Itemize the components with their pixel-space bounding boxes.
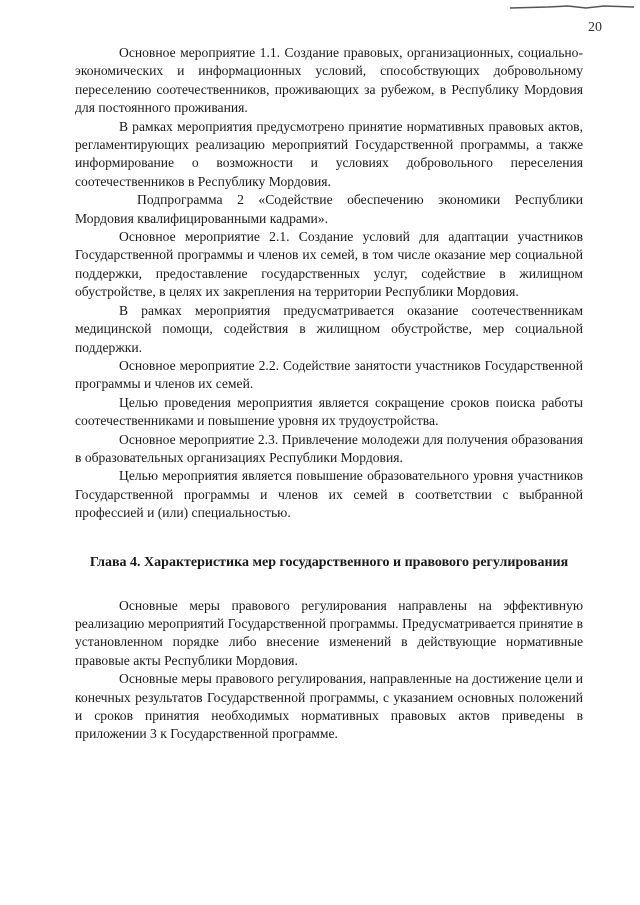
paragraph-legal-regulation: Основные меры правового регулирования направлены на эффективную реализацию мероприятий Государственной программы. Предусматривается принятие в установленном порядке либо внесение изменений в действующие нормативные правовые акты Республики Мордовия. [75, 597, 583, 668]
paragraph-measure-2-2: Основное мероприятие 2.2. Содействие занятости участников Государственной программы и членов их семей. [75, 357, 583, 392]
paragraph-subprogram-2: Подпрограмма 2 «Содействие обеспечению экономики Республики Мордовия квалифицированными кадрами». [75, 192, 583, 226]
document-body [75, 44, 583, 744]
page-number: 20 [588, 20, 602, 35]
paragraph-measure-2-1: Основное мероприятие 2.1. Создание условий для адаптации участников Государственной программы и членов их семей, в том числе оказание мер социальной поддержки, предоставление государственных услуг, содействие в жилищном обустройстве, в целях их закрепления на территории Республики Мордовия. [75, 229, 583, 300]
paragraph-measure-2-3-description: Целью мероприятия является повышение образовательного уровня участников Государственной программы и членов их семей в соответствии с выбранной профессией и (или) специальностью. [75, 468, 583, 521]
paragraph-legal-regulation-details: Основные меры правового регулирования, направленные на достижение цели и конечных результатов Государственной программы, с указанием основных положений и сроков принятия необходимых нормативных правовых актов приведены в приложении 3 к Государственной программе. [75, 671, 583, 742]
paragraph-measure-2-1-description: В рамках мероприятия предусматривается оказание соотечественникам медицинской помощи, содействия в жилищном обустройстве, мер социальной поддержки. [75, 302, 583, 355]
paragraph-measure-2-2-description: Целью проведения мероприятия является сокращение сроков поиска работы соотечественниками и повышение уровня их трудоустройства. [75, 394, 583, 429]
paragraph-measure-1-1: Основное мероприятие 1.1. Создание правовых, организационных, социально-экономических и информационных условий, способствующих добровольному переселению соотечественников, проживающих за рубежом, в Республику Мордовия для постоянного проживания. [75, 45, 583, 116]
scan-artifact-mark [508, 4, 636, 10]
paragraph-measure-1-1-description: В рамках мероприятия предусмотрено принятие нормативных правовых актов, регламентирующих реализацию мероприятий Государственной программы, а также информирование о возможности и условиях добровольного переселения соотечественников в Республику Мордовия. [75, 118, 583, 189]
chapter-heading: Глава 4. Характеристика мер государственного и правового регулирования [89, 554, 569, 570]
paragraph-measure-2-3: Основное мероприятие 2.3. Привлечение молодежи для получения образования в образовательных организациях Республики Мордовия. [75, 431, 583, 465]
